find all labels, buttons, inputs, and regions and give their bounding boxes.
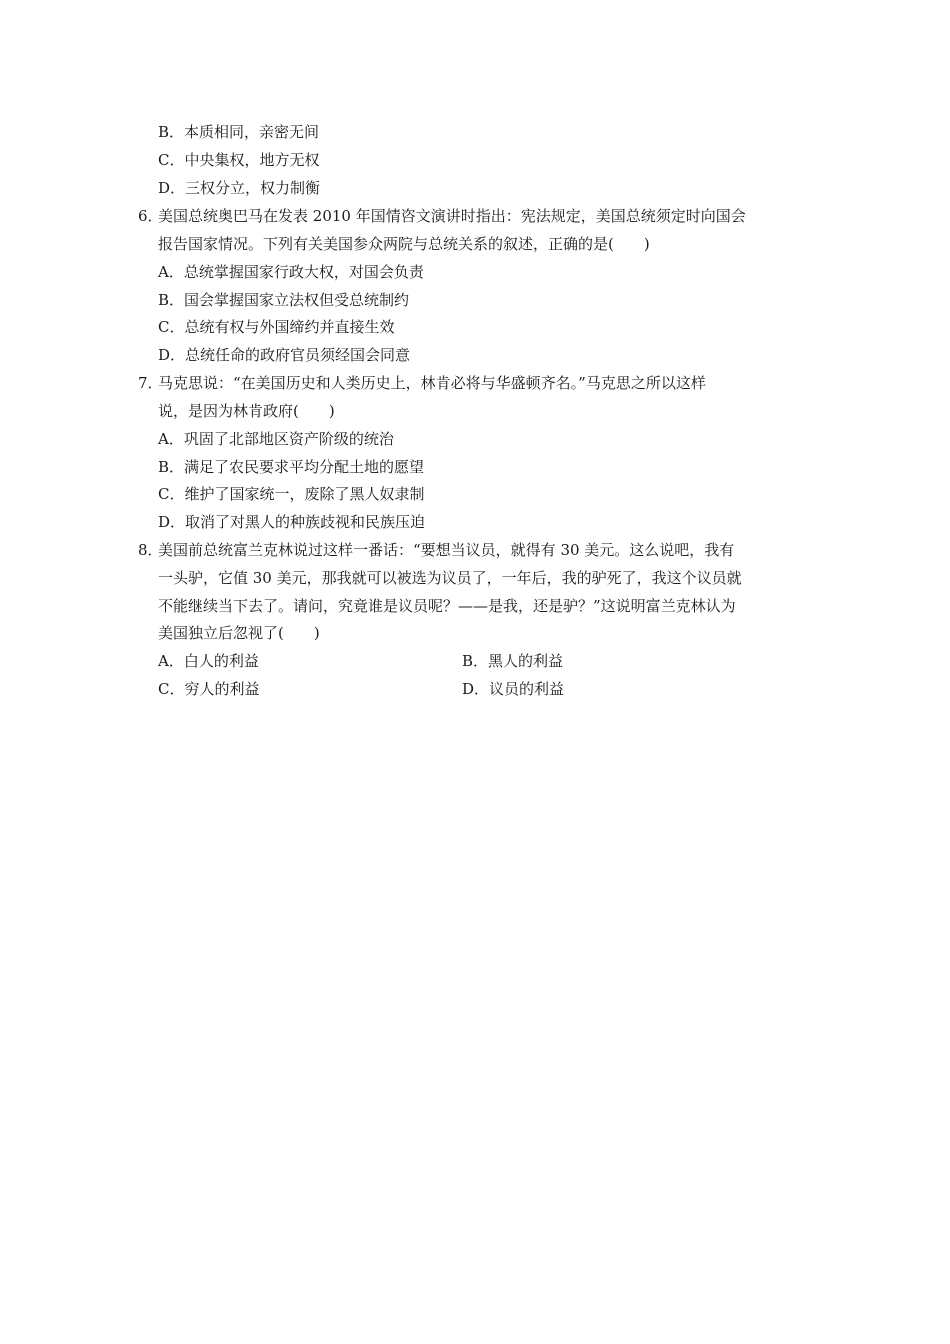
question-number: 7． xyxy=(138,374,163,392)
option-c: C．穷人的利益 xyxy=(158,680,260,698)
option-a: A．巩固了北部地区资产阶级的统治 xyxy=(158,430,394,448)
question-text-line: 美国前总统富兰克林说过这样一番话：“要想当议员，就得有 30 美元。这么说吧，我有 xyxy=(158,541,735,559)
option-b: B．黑人的利益 xyxy=(462,652,564,670)
option-b: B．本质相同，亲密无间 xyxy=(158,123,320,141)
question-text-line: 美国独立后忽视了( ) xyxy=(158,624,320,642)
option-d: D．议员的利益 xyxy=(462,680,565,698)
question-text-line: 说，是因为林肯政府( ) xyxy=(158,402,335,420)
option-a: A．总统掌握国家行政大权，对国会负责 xyxy=(158,263,424,281)
question-text-line: 一头驴，它值 30 美元，那我就可以被选为议员了，一年后，我的驴死了，我这个议员就 xyxy=(158,569,742,587)
question-number: 8． xyxy=(138,541,163,559)
option-a: A．白人的利益 xyxy=(158,652,259,670)
question-text-line: 马克思说：“在美国历史和人类历史上，林肯必将与华盛顿齐名。”马克思之所以这样 xyxy=(158,374,706,392)
question-text-line: 美国总统奥巴马在发表 2010 年国情咨文演讲时指出：宪法规定，美国总统须定时向国会 xyxy=(158,207,746,225)
option-c: C．总统有权与外国缔约并直接生效 xyxy=(158,318,395,336)
option-d: D．三权分立，权力制衡 xyxy=(158,179,321,197)
option-b: B．满足了农民要求平均分配土地的愿望 xyxy=(158,458,425,476)
option-d: D．取消了对黑人的种族歧视和民族压迫 xyxy=(158,513,426,531)
option-b: B．国会掌握国家立法权但受总统制约 xyxy=(158,291,410,309)
question-text-line: 不能继续当下去了。请问，究竟谁是议员呢？——是我，还是驴？”这说明富兰克林认为 xyxy=(158,597,736,615)
question-number: 6． xyxy=(138,207,163,225)
question-text-line: 报告国家情况。下列有关美国参众两院与总统关系的叙述，正确的是( ) xyxy=(158,235,650,253)
option-c: C．维护了国家统一，废除了黑人奴隶制 xyxy=(158,485,425,503)
option-c: C．中央集权，地方无权 xyxy=(158,151,320,169)
option-d: D．总统任命的政府官员须经国会同意 xyxy=(158,346,411,364)
